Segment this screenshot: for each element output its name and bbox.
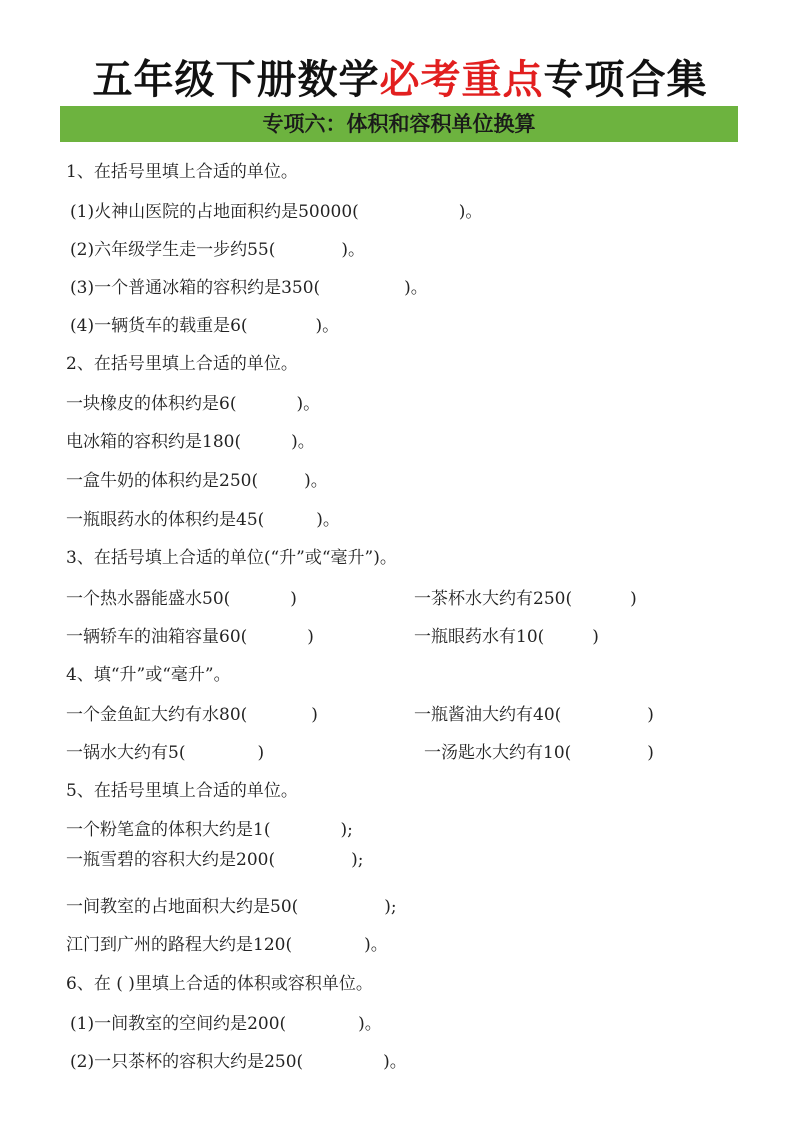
section-1-heading: 1、在括号里填上合适的单位。	[66, 162, 298, 182]
question-line: 一瓶雪碧的容积大约是200( );	[66, 850, 364, 870]
section-4-heading: 4、填“升”或“毫升”。	[66, 665, 231, 685]
question-line: (4)一辆货车的载重是6( )。	[70, 316, 340, 336]
question-line: 一个金鱼缸大约有水80( )	[66, 705, 318, 725]
section-5-heading: 5、在括号里填上合适的单位。	[66, 781, 298, 801]
question-line: 江门到广州的路程大约是120( )。	[66, 935, 388, 955]
question-line: 一个热水器能盛水50( )	[66, 589, 297, 609]
section-2-heading: 2、在括号里填上合适的单位。	[66, 354, 298, 374]
section-3-heading: 3、在括号填上合适的单位(“升”或“毫升”)。	[66, 548, 397, 568]
section-banner: 专项六：体积和容积单位换算	[60, 106, 738, 142]
question-line: 一瓶酱油大约有40( )	[414, 705, 654, 725]
section-6-heading: 6、在 ( )里填上合适的体积或容积单位。	[66, 974, 373, 994]
question-line: 一茶杯水大约有250( )	[414, 589, 637, 609]
question-line: (1)火神山医院的占地面积约是50000( )。	[70, 202, 483, 222]
question-line: 电冰箱的容积约是180( )。	[66, 432, 315, 452]
question-line: 一盒牛奶的体积约是250( )。	[66, 471, 328, 491]
question-line: 一块橡皮的体积约是6( )。	[66, 394, 321, 414]
question-line: (2)六年级学生走一步约55( )。	[70, 240, 365, 260]
title-highlight: 必考重点	[379, 57, 544, 103]
question-line: 一瓶眼药水的体积约是45( )。	[66, 510, 340, 530]
question-line: 一个粉笔盒的体积大约是1( );	[66, 820, 353, 840]
question-line: 一间教室的占地面积大约是50( );	[66, 897, 397, 917]
page-title	[0, 50, 800, 110]
question-line: 一瓶眼药水有10( )	[414, 627, 599, 647]
question-line: 一锅水大约有5( )	[66, 743, 265, 763]
question-line: (1)一间教室的空间约是200( )。	[70, 1014, 382, 1034]
question-line: (3)一个普通冰箱的容积约是350( )。	[70, 278, 428, 298]
question-line: 一汤匙水大约有10( )	[424, 743, 654, 763]
question-line: 一辆轿车的油箱容量60( )	[66, 627, 314, 647]
title-part1: 五年级下册数学	[92, 57, 380, 103]
question-line: (2)一只茶杯的容积大约是250( )。	[70, 1052, 407, 1072]
title-part2: 专项合集	[543, 57, 708, 103]
